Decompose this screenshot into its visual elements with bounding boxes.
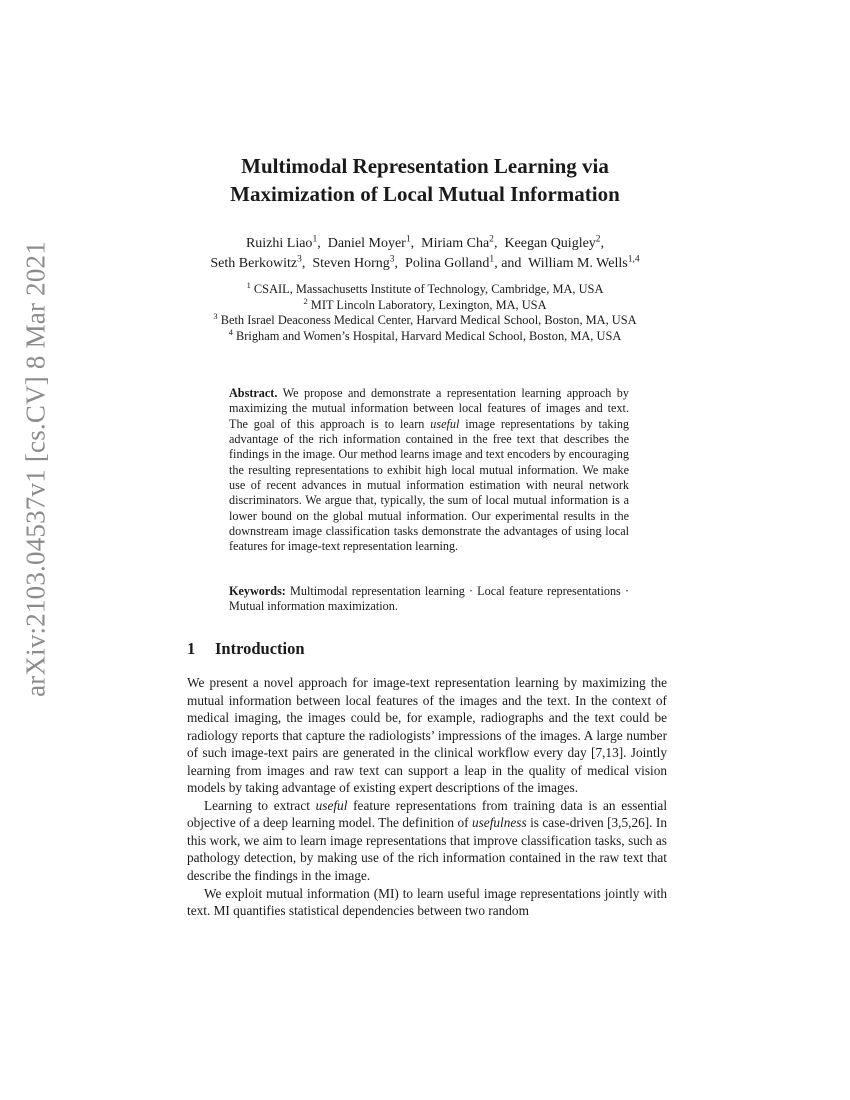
- author-affil-mark: 1,4: [627, 254, 640, 265]
- body-paragraph-2: [187, 797, 667, 885]
- section-title: Introduction: [215, 639, 305, 658]
- affiliation-mark: 3: [213, 310, 218, 321]
- author-name: Keegan Quigley: [504, 236, 596, 251]
- author-affil-mark: 1: [405, 234, 411, 245]
- author-name: Steven Horng: [312, 256, 390, 271]
- author-affil-mark: 1: [312, 234, 318, 245]
- abstract-text-end: image representations by taking advantage of the rich information contained in the free text that describes the findings in the image. Our method learns image and text encoders by encouraging the resulting representations to exhibit high local mutual information. We make use of recent advances in mutual information estimation with neural network discriminators. We argue that, typically, the sum of local mutual information is a lower bound on the global mutual information. Our experimental results in the downstream image classification tasks demonstrate the advantages of using local features for image-text representation learning.: [229, 416, 630, 554]
- paragraph-2-emphasis-2: usefulness: [471, 815, 527, 831]
- arxiv-stamp: [14, 241, 58, 697]
- paragraph-2-text-c: is case-driven [3,5,26]. In this work, we aim to learn image representations that improve classification tasks, such as pathology detection, by making use of the rich information contained in the raw text that describe the findings in the image.: [187, 815, 668, 884]
- author-line-1: [150, 234, 700, 254]
- paper-title: [150, 152, 700, 208]
- author-affil-mark: 1: [489, 254, 495, 265]
- author-name: Seth Berkowitz: [210, 256, 298, 271]
- affiliation-item: [150, 326, 700, 345]
- author-separator: , and: [494, 256, 525, 271]
- author-name: Miriam Cha: [421, 236, 490, 251]
- affiliation-mark: 1: [246, 279, 251, 290]
- author-name: William M. Wells: [528, 256, 628, 271]
- introduction-body: [187, 674, 667, 920]
- author-name: Ruizhi Liao: [245, 236, 313, 251]
- author-affil-mark: 3: [389, 254, 395, 265]
- author-separator: ,: [600, 236, 605, 251]
- section-number: 1: [187, 639, 196, 658]
- abstract-text-start: We propose and demonstrate a representation learning approach by maximizing the mutual information between local features of images and text. The goal of this approach is to learn: [229, 386, 629, 431]
- abstract-paragraph: [229, 386, 629, 555]
- abstract: [229, 386, 629, 555]
- author-separator: ,: [410, 236, 418, 251]
- keywords-text: Multimodal representation learning · Local feature representations · Mutual information maximization.: [229, 584, 630, 614]
- author-name: Daniel Moyer: [327, 236, 406, 251]
- author-list: [150, 234, 700, 274]
- affiliation-mark: 4: [228, 326, 233, 337]
- author-affil-mark: 3: [297, 254, 302, 265]
- author-line-2: [150, 254, 700, 274]
- abstract-emphasis: useful: [430, 416, 460, 431]
- affiliation-list: [150, 279, 700, 344]
- keywords: [229, 584, 629, 615]
- author-separator: ,: [301, 256, 309, 271]
- affiliation-text: Beth Israel Deaconess Medical Center, Harvard Medical School, Boston, MA, USA: [220, 313, 637, 327]
- author-separator: ,: [317, 236, 325, 251]
- affiliation-item: [150, 279, 700, 298]
- paper-title-line-2: Maximization of Local Mutual Information: [230, 182, 620, 206]
- abstract-label: Abstract.: [229, 386, 278, 400]
- affiliation-mark: 2: [303, 295, 308, 306]
- affiliation-text: Brigham and Women’s Hospital, Harvard Medical School, Boston, MA, USA: [236, 328, 622, 343]
- section-heading: [187, 639, 667, 659]
- body-paragraph-1: We present a novel approach for image-text representation learning by maximizing the mutual information between local features of the images and the text. In the context of medical imaging, the images could be, for example, radiographs and the text could be radiology reports that capture the radiologists’ impressions of the images. A large number of such image-text pairs are generated in the clinical workflow every day [7,13]. Jointly learning from images and raw text can support a leap in the quality of medical vision models by taking advantage of existing expert descriptions of the images.: [187, 675, 667, 796]
- paragraph-2-emphasis-1: useful: [315, 797, 348, 813]
- affiliation-text: MIT Lincoln Laboratory, Lexington, MA, USA: [310, 297, 547, 312]
- author-separator: ,: [394, 256, 402, 271]
- author-affil-mark: 2: [489, 234, 494, 245]
- body-paragraph-3: We exploit mutual information (MI) to learn useful image representations jointly with text. MI quantifies statistical dependencies between two random: [187, 885, 667, 919]
- paragraph-2-text-a: Learning to extract: [204, 797, 310, 813]
- author-affil-mark: 2: [595, 234, 601, 245]
- paper-title-line-1: Multimodal Representation Learning via: [241, 154, 609, 178]
- affiliation-text: CSAIL, Massachusetts Institute of Technology, Cambridge, MA, USA: [253, 282, 604, 296]
- keywords-label: Keywords:: [229, 584, 286, 598]
- keywords-paragraph: [229, 584, 629, 615]
- paragraph-2-text-b: feature representations from training data is an essential objective of a deep learning model. The definition of: [187, 797, 668, 831]
- arxiv-stamp-text: arXiv:2103.04537v1 [cs.CV] 8 Mar 2021: [20, 241, 51, 697]
- author-name: Polina Golland: [405, 256, 490, 271]
- affiliation-item: [150, 295, 700, 314]
- author-separator: ,: [493, 236, 501, 251]
